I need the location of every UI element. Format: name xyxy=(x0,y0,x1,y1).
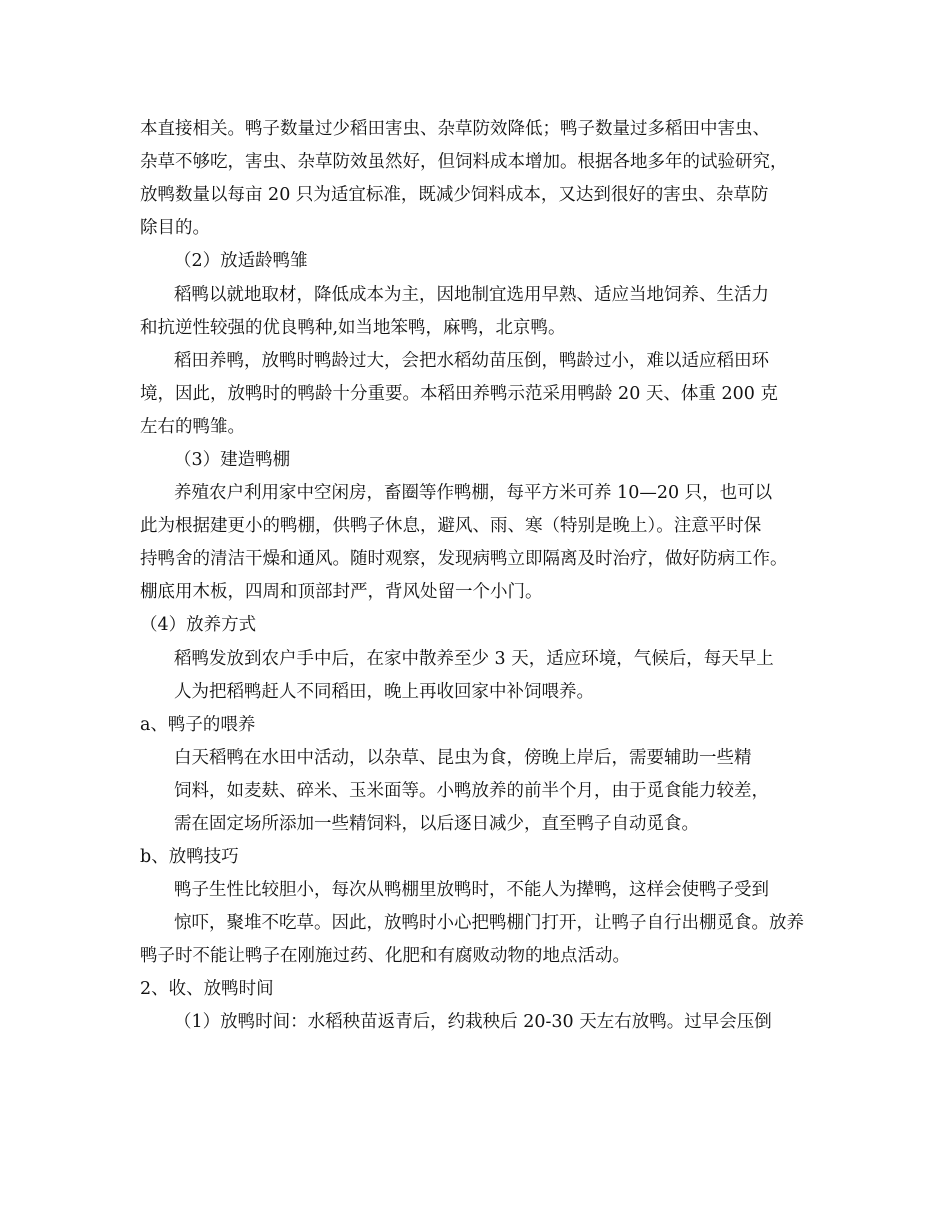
subsection-heading: b、放鸭技巧 xyxy=(140,847,239,867)
text-line: 人为把稻鸭赶人不同稻田，晚上再收回家中补饲喂养。 xyxy=(174,682,594,702)
text-line: 白天稻鸭在水田中活动，以杂草、昆虫为食，傍晚上岸后，需要辅助一些精 xyxy=(174,748,752,768)
section-heading: （2）放适龄鸭雏 xyxy=(174,251,308,271)
section-heading: 2、收、放鸭时间 xyxy=(140,979,274,999)
text-line: 放鸭数量以每亩 20 只为适宜标准，既减少饲料成本，又达到很好的害虫、杂草防 xyxy=(140,185,769,205)
text-line: 稻鸭以就地取材，降低成本为主，因地制宜选用早熟、适应当地饲养、生活力 xyxy=(174,285,769,305)
text-line: 鸭子生性比较胆小，每次从鸭棚里放鸭时，不能人为撵鸭，这样会使鸭子受到 xyxy=(174,880,769,900)
text-line: 境，因此，放鸭时的鸭龄十分重要。本稻田养鸭示范采用鸭龄 20 天、体重 200 克 xyxy=(140,384,778,404)
section-heading: （3）建造鸭棚 xyxy=(174,450,291,470)
text-line: 此为根据建更小的鸭棚，供鸭子休息，避风、雨、寒（特别是晚上）。注意平时保 xyxy=(140,516,762,536)
text-line: 棚底用木板，四周和顶部封严，背风处留一个小门。 xyxy=(140,582,543,602)
text-line: 本直接相关。鸭子数量过少稻田害虫、杂草防效降低；鸭子数量过多稻田中害虫、 xyxy=(140,119,770,139)
text-line: 持鸭舍的清洁干燥和通风。随时观察，发现病鸭立即隔离及时治疗，做好防病工作。 xyxy=(140,549,788,569)
text-line: 稻鸭发放到农户手中后，在家中散养至少 3 天，适应环境，气候后，每天早上 xyxy=(174,649,774,669)
text-line: 除目的。 xyxy=(140,218,210,238)
section-heading: （4）放养方式 xyxy=(140,615,257,635)
text-line: 鸭子时不能让鸭子在刚施过药、化肥和有腐败动物的地点活动。 xyxy=(140,946,630,966)
text-line: 养殖农户利用家中空闲房，畜圈等作鸭棚，每平方米可养 10—20 只，也可以 xyxy=(174,483,773,503)
text-line: 左右的鸭雏。 xyxy=(140,417,245,437)
text-line: （1）放鸭时间：水稻秧苗返青后，约栽秧后 20-30 天左右放鸭。过早会压倒 xyxy=(174,1012,772,1032)
text-line: 杂草不够吃，害虫、杂草防效虽然好，但饲料成本增加。根据各地多年的试验研究， xyxy=(140,152,788,172)
text-line: 和抗逆性较强的优良鸭种,如当地笨鸭，麻鸭，北京鸭。 xyxy=(140,318,566,338)
text-line: 需在固定场所添加一些精饲料，以后逐日减少，直至鸭子自动觅食。 xyxy=(174,814,699,834)
text-line: 饲料，如麦麸、碎米、玉米面等。小鸭放养的前半个月，由于觅食能力较差， xyxy=(174,781,769,801)
text-line: 稻田养鸭，放鸭时鸭龄过大，会把水稻幼苗压倒，鸭龄过小，难以适应稻田环 xyxy=(174,351,769,371)
text-line: 惊吓，聚堆不吃草。因此，放鸭时小心把鸭棚门打开，让鸭子自行出棚觅食。放养 xyxy=(174,913,804,933)
subsection-heading: a、鸭子的喂养 xyxy=(140,715,256,735)
